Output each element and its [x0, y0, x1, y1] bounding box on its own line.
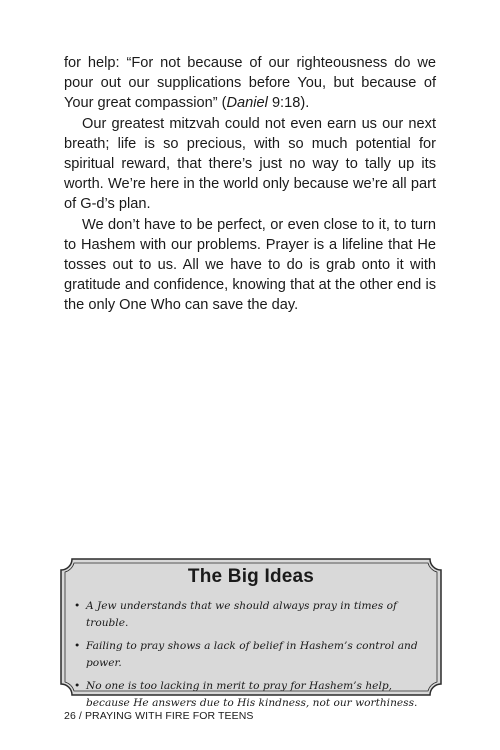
list-item [74, 598, 432, 632]
running-title: PRAYING WITH FIRE FOR TEENS [84, 710, 254, 722]
big-ideas-box [60, 558, 442, 709]
page-footer [64, 710, 254, 722]
list-item-text: A Jew understands that we should always pray in times of trouble. [86, 600, 397, 629]
footer-separator: / [75, 710, 85, 722]
paragraph-1-text: for help: “For not because of our righteousness do we pour out our supplications before You, but because of Your great compassion” ( [64, 55, 436, 112]
big-ideas-list [74, 598, 432, 718]
paragraph-3: We don’t have to be perfect, or even close to it, to turn to Hashem with our problems. Prayer is a lifeline that He tosses out to us. All we have to do is grab onto it with gratitude and confidence, knowing that at the other end is the only One Who can save the day. [64, 216, 436, 314]
list-item-text: No one is too lacking in merit to pray for Hashem’s help, because He answers due to His kindness, not our worthiness. [86, 680, 418, 709]
list-item-text: Failing to pray shows a lack of belief in Hashem’s control and power. [86, 640, 418, 669]
bullet-icon: • [74, 640, 81, 652]
page-number: 26 [64, 710, 76, 722]
bullet-icon: • [74, 600, 81, 612]
big-ideas-title: The Big Ideas [187, 566, 315, 587]
list-item [74, 678, 432, 712]
citation-reference: 9:18). [267, 95, 310, 112]
citation-book: Daniel [226, 95, 268, 112]
paragraph-1 [64, 53, 436, 114]
bullet-icon: • [74, 680, 81, 692]
paragraph-2: Our greatest mitzvah could not even earn us our next breath; life is so precious, with so much potential for spiritual reward, that there’s just no way to tally up its worth. We’re here in the world only because we’re all part of G-d’s plan. [64, 115, 436, 213]
body-text [64, 53, 436, 316]
list-item [74, 638, 432, 672]
